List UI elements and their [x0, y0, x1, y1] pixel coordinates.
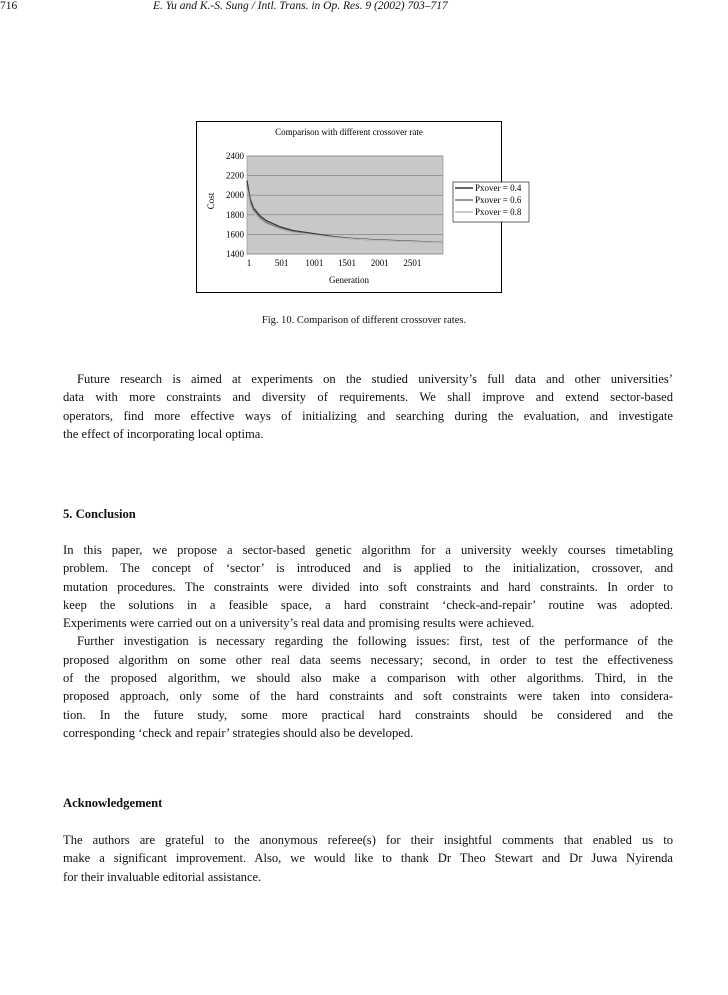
y-tick-label: 1600 — [226, 229, 244, 240]
text-line: In this paper, we propose a sector-based genetic algorithm for a university weekly courses timetabling — [63, 543, 673, 557]
text-line: proposed approach, only some of the hard constraints and soft constraints were taken into considera- — [63, 689, 673, 704]
y-tick-label: 2400 — [226, 151, 244, 161]
x-tick-label: 2001 — [370, 258, 389, 268]
text-line: Experiments were carried out on a university’s real data and promising results were achieved. — [63, 616, 535, 631]
figure-caption: Fig. 10. Comparison of different crossover rates. — [261, 315, 467, 326]
text-line: proposed algorithm on some other real data seems necessary; second, in order to test the effectiveness — [63, 652, 673, 667]
text-line: problem. The concept of ‘sector’ is introduced and is applied to the initialization, crossover, and — [63, 561, 673, 576]
y-tick-label: 1800 — [226, 209, 244, 220]
x-axis-label: Generation — [329, 275, 369, 285]
y-tick-label: 2000 — [226, 190, 244, 201]
text-line: tion. In the future study, some more practical hard constraints should be considered and the — [63, 707, 673, 722]
y-axis-label: Cost — [206, 192, 216, 210]
x-tick-label: 1501 — [338, 258, 357, 268]
text-line: operators, find more effective ways of initializing and searching during the evaluation, and investigate — [63, 408, 673, 423]
text-line: Future research is aimed at experiments on the studied university’s full data and other universities’ — [77, 372, 673, 386]
page-number: 716 — [0, 0, 18, 12]
chart-title: Comparison with different crossover rate — [275, 127, 423, 137]
y-tick-label: 2200 — [226, 170, 244, 181]
text-line: of the proposed algorithm, we should also make a comparison with other algorithms. Third, in the — [63, 671, 673, 686]
future-research-paragraph — [63, 370, 673, 443]
x-tick-label: 2501 — [403, 258, 422, 268]
text-line: The authors are grateful to the anonymous referee(s) for their insightful comments that enabled us to — [63, 833, 673, 847]
text-line: keep the solutions in a feasible space, a hard constraint ‘check-and-repair’ routine was adopted. — [63, 597, 673, 612]
text-line: Further investigation is necessary regarding the following issues: first, test of the performance of the — [77, 634, 673, 649]
legend-label: Pxover = 0.6 — [475, 195, 522, 205]
y-tick-label: 1400 — [226, 249, 244, 259]
chart-svg — [197, 122, 522, 292]
acknowledgement-paragraph — [63, 831, 673, 886]
acknowledgement-heading: Acknowledgement — [63, 796, 163, 810]
text-line: make a significant improvement. Also, we would like to thank Dr Theo Stewart and Dr Juwa Nyirenda — [63, 851, 673, 866]
x-tick-label: 1001 — [305, 258, 324, 268]
x-tick-label: 501 — [274, 258, 289, 268]
conclusion-paragraph — [63, 541, 673, 742]
text-line: mutation procedures. The constraints were divided into soft constraints and hard constraints. In order to — [63, 579, 673, 594]
legend-label: Pxover = 0.8 — [475, 207, 522, 217]
text-line: corresponding ‘check and repair’ strategies should also be developed. — [63, 725, 414, 740]
text-line: for their invaluable editorial assistance. — [63, 869, 262, 884]
conclusion-heading: 5. Conclusion — [63, 507, 136, 521]
text-line: data with more constraints and diversity of requirements. We shall improve and extend sector-based — [63, 390, 673, 405]
running-head: E. Yu and K.-S. Sung / Intl. Trans. in Op. Res. 9 (2002) 703–717 — [153, 0, 448, 12]
legend-label: Pxover = 0.4 — [475, 183, 522, 193]
running-header — [0, 0, 610, 16]
plot-area — [247, 156, 443, 254]
figure-chart — [196, 121, 522, 293]
text-line: the effect of incorporating local optima. — [63, 426, 264, 441]
x-tick-label: 1 — [246, 258, 252, 268]
